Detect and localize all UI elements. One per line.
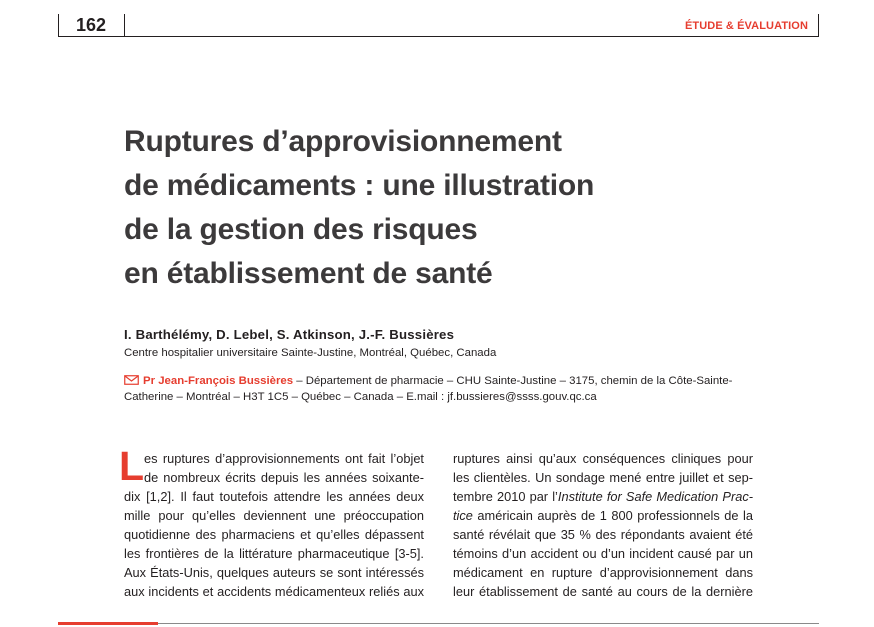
body-column-right <box>453 449 753 601</box>
header-number-rule <box>124 14 125 36</box>
body-line: leur établissement de santé au cours de la dernière <box>453 584 753 599</box>
contact-line: Catherine – Montréal – H3T 1C5 – Québec – Canada – E.mail : jf.bussieres@ssss.gouv.qc.ca <box>124 391 597 403</box>
title-line: de médicaments : une illustration <box>124 169 595 202</box>
authors: I. Barthélémy, D. Lebel, S. Atkinson, J.-F. Bussières <box>124 327 455 342</box>
affiliation: Centre hospitalier universitaire Sainte-Justine, Montréal, Québec, Canada <box>124 347 497 359</box>
body-line: les clientèles. Un sondage mené entre juillet et sep- <box>453 470 753 485</box>
body-text: américain auprès de 1 800 professionnels de la <box>472 508 753 523</box>
body-line: de nombreux écrits depuis les années soixante- <box>144 470 424 485</box>
header-right-rule <box>818 14 819 36</box>
body-line: Aux États-Unis, quelques auteurs se sont intéressés <box>124 565 424 580</box>
body-line: ruptures ainsi qu’aux conséquences cliniques pour <box>453 451 753 466</box>
body-italic: Institute for Safe Medication Prac- <box>557 489 753 504</box>
body-line: dix [1,2]. Il faut toutefois attendre les années deux <box>124 489 424 504</box>
header-left-rule <box>58 14 59 36</box>
body-line: santé révélait que 35 % des répondants avaient été <box>453 527 753 542</box>
title-line: de la gestion des risques <box>124 213 478 246</box>
body-line: es ruptures d’approvisionnements ont fait l’objet <box>144 451 424 466</box>
body-line <box>453 487 753 506</box>
body-text: tembre 2010 par l’ <box>453 489 558 504</box>
header-rule <box>58 36 819 37</box>
section-label: ÉTUDE & ÉVALUATION <box>684 20 808 32</box>
body-line: médicament en rupture d’approvisionnement dans <box>453 565 753 580</box>
contact-line <box>124 373 764 389</box>
article-title <box>124 120 744 296</box>
contact-name: Pr Jean-François Bussières <box>143 375 294 387</box>
body-line: quotidienne des pharmaciens et qu’elles dépassent <box>124 527 424 542</box>
body-line: témoins d’un accident ou d’un incident causé par un <box>453 546 753 561</box>
title-line: Ruptures d’approvisionnement <box>124 125 562 158</box>
page-number: 162 <box>76 15 107 35</box>
body-line: aux incidents et accidents médicamenteux reliés aux <box>124 584 424 599</box>
body-line <box>453 506 753 525</box>
footer-accent-rule <box>58 622 158 625</box>
envelope-icon <box>124 375 139 385</box>
contact-address: – Département de pharmacie – CHU Sainte-Justine – 3175, chemin de la Côte-Sainte- <box>293 375 733 387</box>
body-line: les frontières de la littérature pharmaceutique [3-5]. <box>124 546 424 561</box>
footer-rule <box>158 623 819 624</box>
body-italic: tice <box>453 508 473 523</box>
body-line: mille pour qu’elles deviennent une préoccupation <box>124 508 424 523</box>
contact-block <box>124 373 764 405</box>
title-line: en établissement de santé <box>124 257 493 290</box>
drop-cap: L <box>119 443 145 489</box>
body-column-left <box>124 449 424 601</box>
